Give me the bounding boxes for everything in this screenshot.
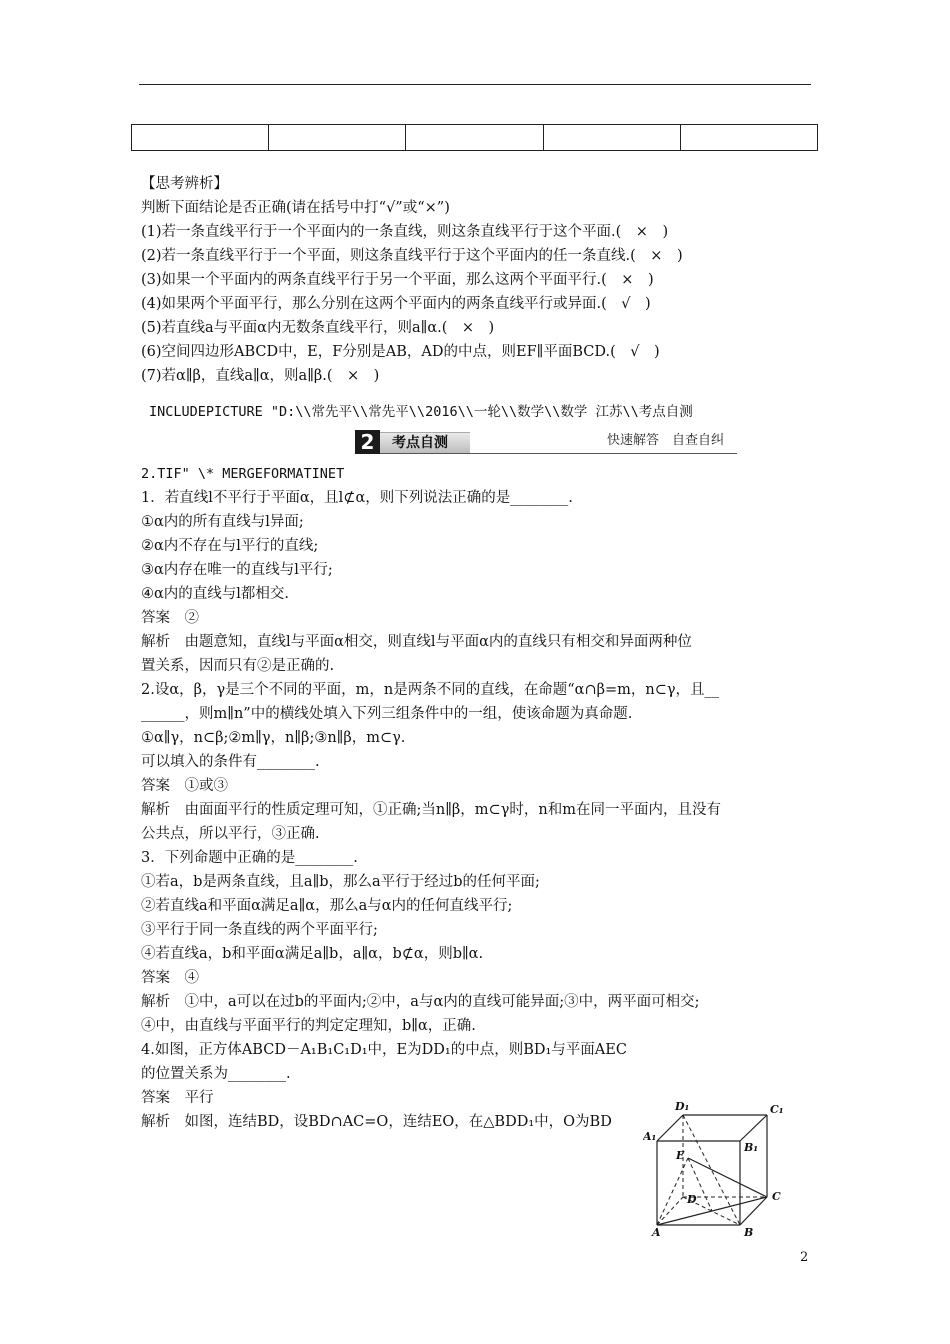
text-line: ③α内存在唯一的直线与l平行; <box>141 562 333 578</box>
analysis-line: 置关系，因而只有②是正确的. <box>141 658 335 674</box>
document-body <box>141 172 813 1134</box>
analysis-line: 解析 ①中，a可以在过b的平面内;②中，a与α内的直线可能异面;③中，两平面可相交; <box>141 994 700 1010</box>
text-line: ______，则m∥n”中的横线处填入下列三组条件中的一组，使该命题为真命题. <box>141 706 633 722</box>
answer-line: 答案 ④ <box>141 970 199 986</box>
empty-table <box>131 124 818 151</box>
label-B1: B₁ <box>744 1141 759 1154</box>
merge-field-code: 2.TIF" \* MERGEFORMATINET <box>141 466 345 482</box>
answer-line: 答案 平行 <box>141 1090 214 1106</box>
include-field-code: INCLUDEPICTURE "D:\\常先平\\常先平\\2016\\一轮\\数学\\数学 江苏\\考点自测 <box>149 404 693 420</box>
label-A1: A₁ <box>643 1130 657 1143</box>
analysis-line: 解析 由面面平行的性质定理可知，①正确;当n∥β，m⊂γ时，n和m在同一平面内，且没有 <box>141 802 721 818</box>
text-line: ④若直线a，b和平面α满足a∥b，a∥α，b⊄α，则b∥α. <box>141 946 484 962</box>
banner-number: 2 <box>355 430 380 454</box>
answer-line: 答案 ② <box>141 610 199 626</box>
judgement-item: (1)若一条直线平行于一个平面内的一条直线，则这条直线平行于这个平面.( × ) <box>141 224 669 240</box>
label-C: C <box>772 1190 781 1203</box>
label-E: E <box>676 1149 685 1162</box>
judgement-item: (2)若一条直线平行于一个平面，则这条直线平行于这个平面内的任一条直线.( × ) <box>141 248 683 264</box>
judgement-item: (6)空间四边形ABCD中，E，F分别是AB，AD的中点，则EF∥平面BCD.( √ ) <box>141 344 660 360</box>
label-D1: D₁ <box>675 1100 690 1113</box>
text-line: ④α内的直线与l都相交. <box>141 586 290 602</box>
text-line: ②若直线a和平面α满足a∥α，那么a与α内的任何直线平行; <box>141 898 513 914</box>
page-number: 2 <box>800 1250 809 1265</box>
text-line: 的位置关系为________. <box>141 1066 291 1082</box>
table-cell <box>132 125 269 151</box>
label-A: A <box>652 1226 661 1239</box>
banner-title: 考点自测 <box>392 435 448 451</box>
header-rule <box>139 84 811 85</box>
text-line: ②α内不存在与l平行的直线; <box>141 538 319 554</box>
banner-bar <box>380 432 470 453</box>
text-line: ①若a，b是两条直线，且a∥b，那么a平行于经过b的任何平面; <box>141 874 540 890</box>
banner-subtitle: 快速解答 自查自纠 <box>607 433 725 448</box>
instruction: 判断下面结论是否正确(请在括号中打“√”或“×”) <box>141 200 450 216</box>
table-cell <box>406 125 543 151</box>
table-cell <box>680 125 817 151</box>
text-line: 可以填入的条件有________. <box>141 754 320 770</box>
judgement-item: (5)若直线a与平面α内无数条直线平行，则a∥α.( × ) <box>141 320 495 336</box>
text-line: 4.如图，正方体ABCD－A₁B₁C₁D₁中，E为DD₁的中点，则BD₁与平面AEC <box>141 1042 627 1058</box>
analysis-line: 解析 如图，连结BD，设BD∩AC=O，连结EO，在△BDD₁中，O为BD <box>141 1114 612 1130</box>
text-line: ①α∥γ，n⊂β;②m∥γ，n∥β;③n∥β，m⊂γ. <box>141 730 406 746</box>
text-line: ③平行于同一条直线的两个平面平行; <box>141 922 378 938</box>
table-cell <box>269 125 406 151</box>
section-heading: 【思考辨析】 <box>141 176 228 192</box>
cube-figure <box>643 1097 793 1239</box>
answer-line: 答案 ①或③ <box>141 778 228 794</box>
text-line: 2.设α，β，γ是三个不同的平面，m，n是两条不同的直线，在命题“α∩β=m，n⊂γ，且__ <box>141 682 720 698</box>
label-C1: C₁ <box>770 1103 784 1116</box>
label-D: D <box>687 1193 697 1206</box>
text-line: 1．若直线l不平行于平面α，且l⊄α，则下列说法正确的是________. <box>141 490 573 506</box>
analysis-line: 公共点，所以平行，③正确. <box>141 826 320 842</box>
text-line: ①α内的所有直线与l异面; <box>141 514 304 530</box>
banner-rule <box>380 453 737 454</box>
text-line: 3．下列命题中正确的是________. <box>141 850 358 866</box>
analysis-line: 解析 由题意知，直线l与平面α相交，则直线l与平面α内的直线只有相交和异面两种位 <box>141 634 692 650</box>
judgement-item: (3)如果一个平面内的两条直线平行于另一个平面，那么这两个平面平行.( × ) <box>141 272 654 288</box>
judgement-item: (7)若α∥β，直线a∥α，则a∥β.( × ) <box>141 368 380 384</box>
analysis-line: ④中，由直线与平面平行的判定定理知，b∥α，正确. <box>141 1018 476 1034</box>
label-B: B <box>744 1226 754 1239</box>
table-cell <box>543 125 680 151</box>
section-banner <box>141 428 741 456</box>
judgement-item: (4)如果两个平面平行，那么分别在这两个平面内的两条直线平行或异面.( √ ) <box>141 296 651 312</box>
